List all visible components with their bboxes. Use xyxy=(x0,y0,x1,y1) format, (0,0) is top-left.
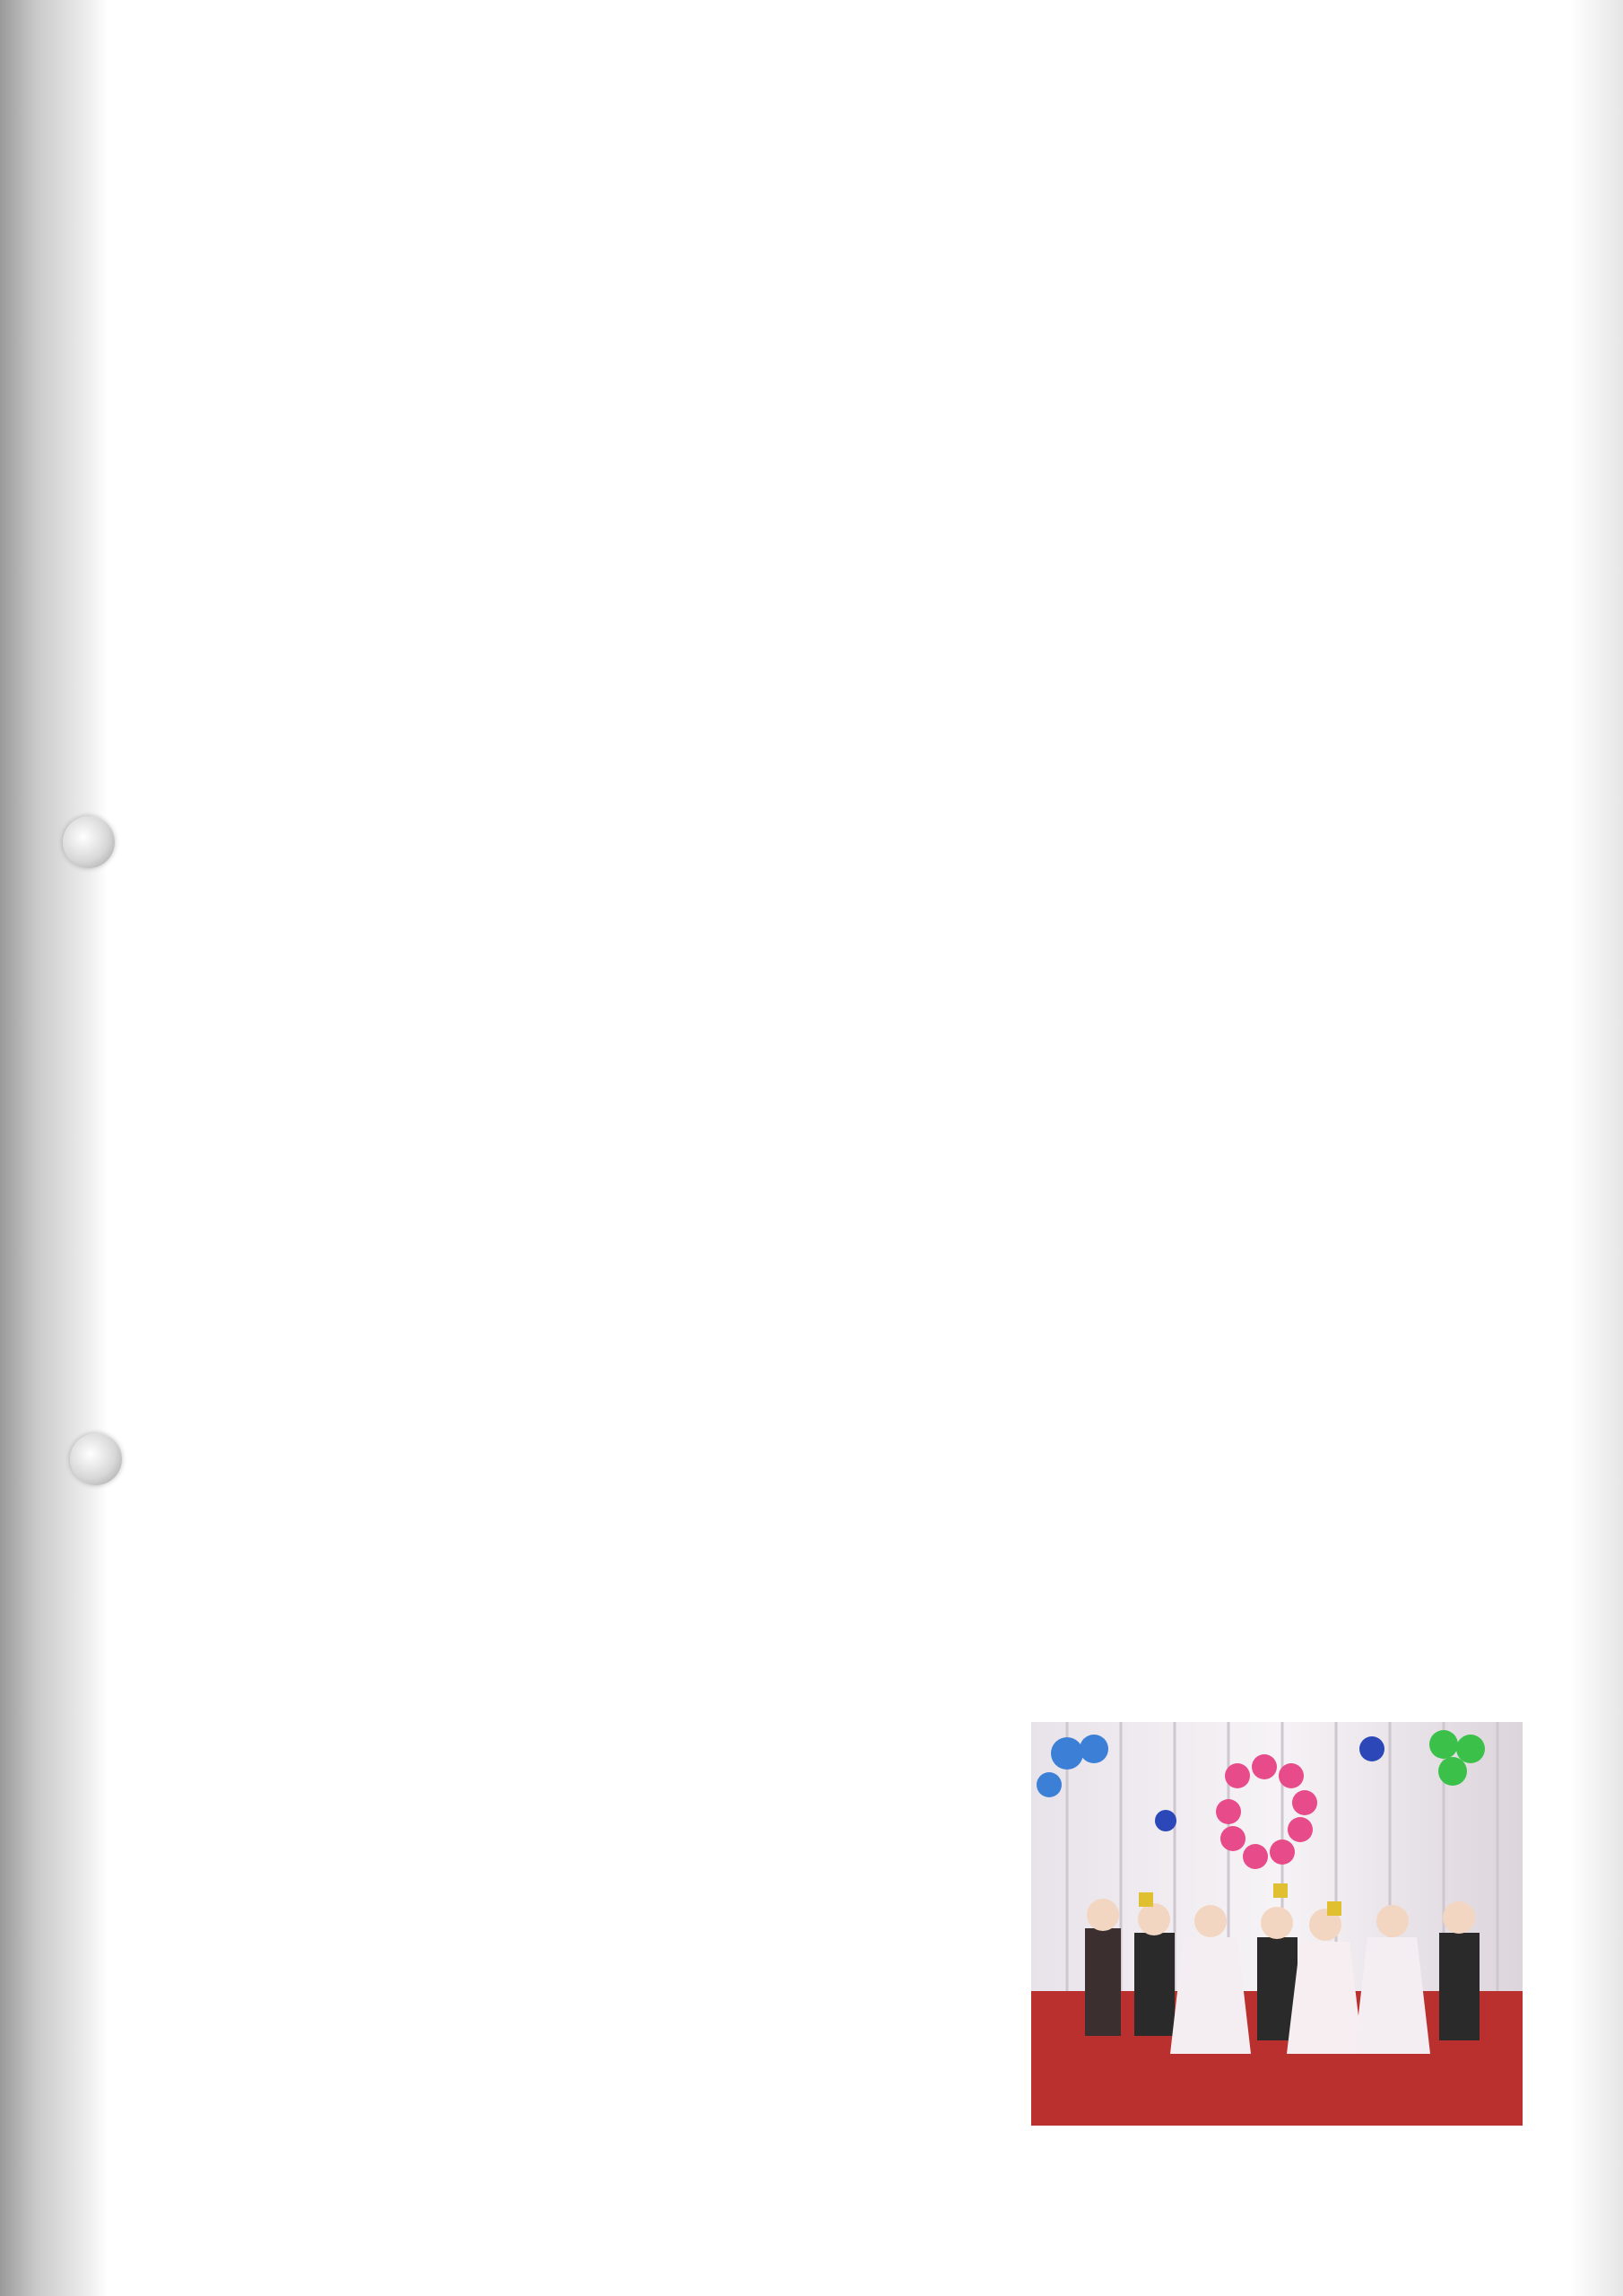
flower-border-left xyxy=(99,117,170,2179)
flower-border-bottom xyxy=(106,2166,1558,2247)
flower-border-top xyxy=(106,54,1558,135)
celebration-photo xyxy=(1031,1722,1523,2126)
scan-shadow-left xyxy=(0,0,108,2296)
